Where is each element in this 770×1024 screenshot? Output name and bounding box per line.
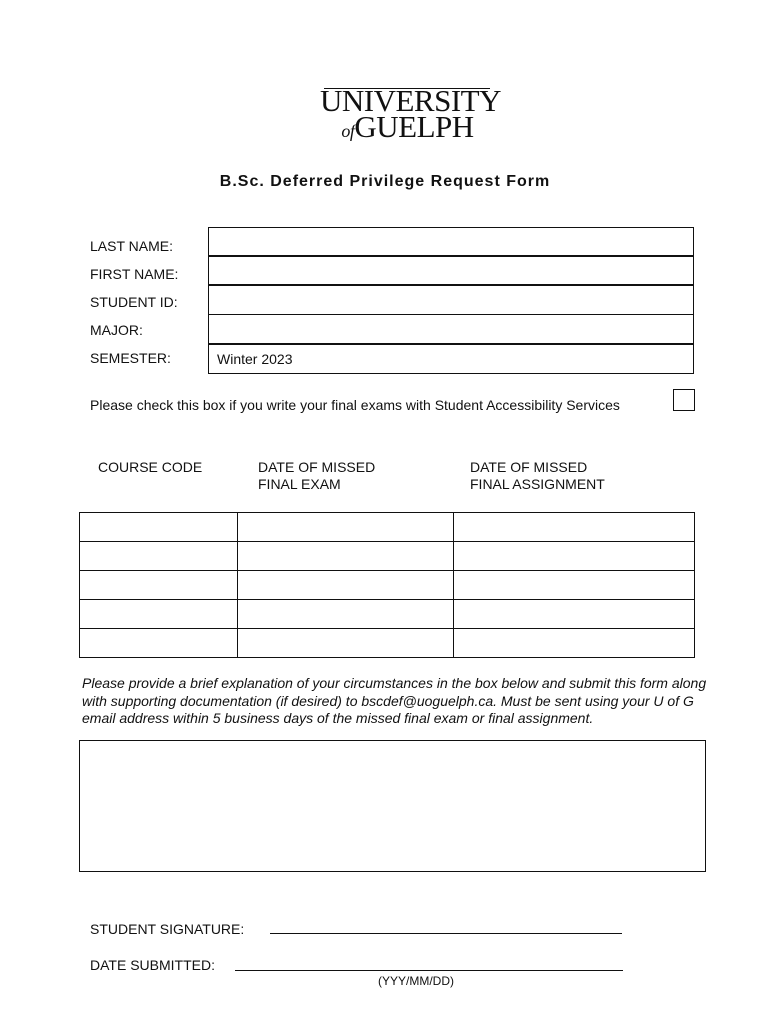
missed-exam-date-header: DATE OF MISSED FINAL EXAM bbox=[258, 459, 376, 492]
first-name-label: FIRST NAME: bbox=[90, 266, 179, 282]
student-signature-line[interactable] bbox=[270, 933, 622, 934]
course-code-cell[interactable] bbox=[80, 629, 238, 658]
logo-line-1: UNIVERSITY bbox=[320, 83, 501, 118]
missed-assignment-date-header: DATE OF MISSED FINAL ASSIGNMENT bbox=[470, 459, 605, 492]
last-name-label: LAST NAME: bbox=[90, 238, 173, 254]
assignment-date-cell[interactable] bbox=[454, 571, 695, 600]
accessibility-checkbox[interactable] bbox=[673, 389, 695, 411]
student-signature-label: STUDENT SIGNATURE: bbox=[90, 921, 245, 937]
logo-of: of bbox=[341, 121, 355, 141]
accessibility-checkbox-label: Please check this box if you write your final exams with Student Accessibility Services bbox=[90, 397, 620, 413]
assignment-date-cell[interactable] bbox=[454, 542, 695, 571]
course-code-cell[interactable] bbox=[80, 600, 238, 629]
course-code-cell[interactable] bbox=[80, 542, 238, 571]
assignment-date-cell[interactable] bbox=[454, 513, 695, 542]
explanation-instructions: Please provide a brief explanation of your circumstances in the box below and submit this form along with supporting documentation (if desired) to bscdef@uoguelph.ca. Must be sent using your U of G email address within 5 business days of the missed final exam or final assignment. bbox=[82, 675, 707, 726]
courses-table bbox=[79, 512, 695, 658]
university-of-guelph-logo bbox=[320, 83, 501, 144]
assignment-date-cell[interactable] bbox=[454, 629, 695, 658]
logo-line-2 bbox=[320, 109, 495, 146]
semester-value: Winter 2023 bbox=[217, 351, 293, 367]
major-label: MAJOR: bbox=[90, 322, 143, 338]
table-row bbox=[80, 600, 695, 629]
table-row bbox=[80, 513, 695, 542]
exam-date-cell[interactable] bbox=[237, 629, 454, 658]
table-row bbox=[80, 629, 695, 658]
last-name-field[interactable] bbox=[208, 227, 694, 257]
date-submitted-line[interactable] bbox=[235, 970, 623, 971]
student-id-field[interactable] bbox=[208, 285, 694, 315]
explanation-textarea[interactable] bbox=[79, 740, 706, 872]
date-format-hint: (YYY/MM/DD) bbox=[378, 974, 454, 988]
exam-date-cell[interactable] bbox=[237, 600, 454, 629]
form-title: B.Sc. Deferred Privilege Request Form bbox=[219, 173, 551, 190]
assignment-date-cell[interactable] bbox=[454, 600, 695, 629]
logo-guelph: GUELPH bbox=[354, 109, 474, 144]
table-row bbox=[80, 542, 695, 571]
exam-date-cell[interactable] bbox=[237, 571, 454, 600]
semester-field[interactable] bbox=[208, 344, 694, 374]
course-code-cell[interactable] bbox=[80, 571, 238, 600]
exam-date-cell[interactable] bbox=[237, 542, 454, 571]
course-code-header: COURSE CODE bbox=[98, 459, 203, 475]
semester-label: SEMESTER: bbox=[90, 350, 171, 366]
exam-date-cell[interactable] bbox=[237, 513, 454, 542]
table-row bbox=[80, 571, 695, 600]
date-submitted-label: DATE SUBMITTED: bbox=[90, 957, 215, 973]
first-name-field[interactable] bbox=[208, 255, 694, 285]
student-id-label: STUDENT ID: bbox=[90, 294, 178, 310]
major-field[interactable] bbox=[208, 314, 694, 344]
course-code-cell[interactable] bbox=[80, 513, 238, 542]
